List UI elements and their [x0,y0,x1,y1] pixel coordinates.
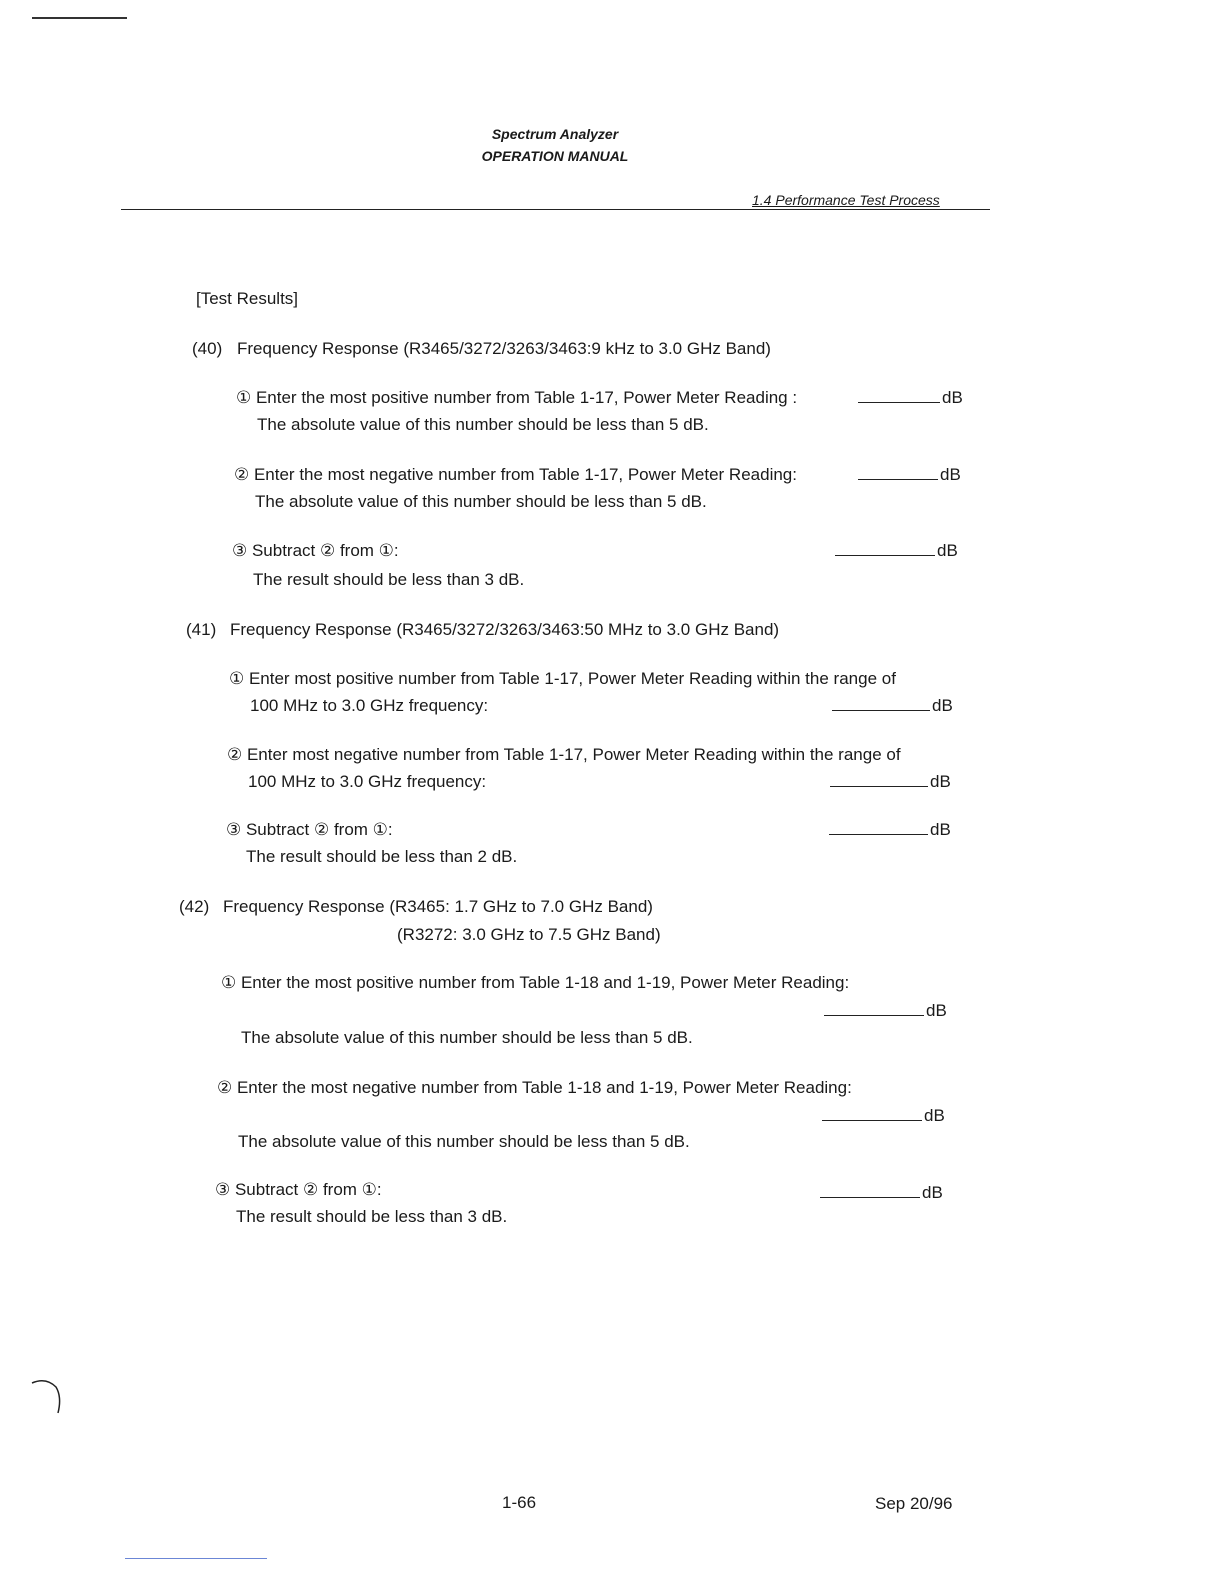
unit-label: dB [922,1183,943,1202]
test-42-step-1-answer[interactable] [824,1001,947,1021]
section-reference: 1.4 Performance Test Process [752,192,940,208]
answer-blank[interactable] [829,820,928,835]
answer-blank[interactable] [824,1001,924,1016]
test-41-step-2-line2: 100 MHz to 3.0 GHz frequency: [248,772,487,791]
test-40-step-3-answer[interactable] [835,541,958,561]
unit-label: dB [942,388,963,407]
test-42-step-2-note: The absolute value of this number should be less than 5 dB. [238,1132,690,1151]
unit-label: dB [926,1001,947,1020]
test-42-step-2-answer[interactable] [822,1106,945,1126]
test-41-step-3: ③ Subtract ② from ①: [226,820,393,839]
answer-blank[interactable] [832,696,930,711]
test-42-step-3: ③ Subtract ② from ①: [215,1180,382,1199]
test-40-step-3-note: The result should be less than 3 dB. [253,570,525,589]
test-41-step-2: ② Enter most negative number from Table 1-17, Power Meter Reading within the range of [227,745,901,764]
scan-mark-bottom-left [125,1558,267,1559]
test-40-step-1-note: The absolute value of this number should be less than 5 dB. [257,415,709,434]
test-42-step-1-note: The absolute value of this number should be less than 5 dB. [241,1028,693,1047]
header-rule [121,209,990,210]
test-41-step-1: ① Enter most positive number from Table 1-17, Power Meter Reading within the range of [229,669,896,688]
test-40-step-2-answer[interactable] [858,465,961,485]
test-41-number: (41) [186,620,217,639]
test-40-number: (40) [192,339,223,358]
test-41-step-3-note: The result should be less than 2 dB. [246,847,518,866]
test-40-step-3: ③ Subtract ② from ①: [232,541,399,560]
revision-date: Sep 20/96 [875,1494,953,1513]
answer-blank[interactable] [822,1106,922,1121]
test-40-title: Frequency Response (R3465/3272/3263/3463:9 kHz to 3.0 GHz Band) [237,339,771,358]
test-40-step-1-answer[interactable] [858,388,963,408]
answer-blank[interactable] [858,388,940,403]
answer-blank[interactable] [820,1183,920,1198]
test-41-step-3-answer[interactable] [829,820,951,840]
test-42-step-3-answer[interactable] [820,1183,943,1203]
test-42-title-line2: (R3272: 3.0 GHz to 7.5 GHz Band) [397,925,661,944]
test-41-step-2-answer[interactable] [830,772,951,792]
unit-label: dB [940,465,961,484]
unit-label: dB [937,541,958,560]
doc-subtitle: OPERATION MANUAL [481,148,629,164]
test-40-step-2-note: The absolute value of this number should be less than 5 dB. [255,492,707,511]
test-42-step-3-note: The result should be less than 3 dB. [236,1207,508,1226]
results-heading: [Test Results] [196,289,299,308]
test-40-step-2: ② Enter the most negative number from Table 1-17, Power Meter Reading: [234,465,797,484]
test-42-step-1: ① Enter the most positive number from Table 1-18 and 1-19, Power Meter Reading: [221,973,850,992]
test-41-step-1-line2: 100 MHz to 3.0 GHz frequency: [250,696,489,715]
test-41-step-1-answer[interactable] [832,696,953,716]
test-42-step-2: ② Enter the most negative number from Table 1-18 and 1-19, Power Meter Reading: [217,1078,852,1097]
answer-blank[interactable] [858,465,938,480]
unit-label: dB [930,772,951,791]
test-42-title: Frequency Response (R3465: 1.7 GHz to 7.0 GHz Band) [223,897,653,916]
scan-bracket-mark [28,1375,63,1420]
doc-title: Spectrum Analyzer [491,126,619,142]
answer-blank[interactable] [830,772,928,787]
unit-label: dB [932,696,953,715]
test-42-number: (42) [179,897,210,916]
page-number: 1-66 [502,1493,537,1512]
test-41-title: Frequency Response (R3465/3272/3263/3463:50 MHz to 3.0 GHz Band) [230,620,780,639]
unit-label: dB [924,1106,945,1125]
unit-label: dB [930,820,951,839]
answer-blank[interactable] [835,541,935,556]
scan-bracket-icon [28,1375,63,1420]
test-40-step-1: ① Enter the most positive number from Table 1-17, Power Meter Reading : [236,388,798,407]
scan-mark-top-left [32,17,127,19]
